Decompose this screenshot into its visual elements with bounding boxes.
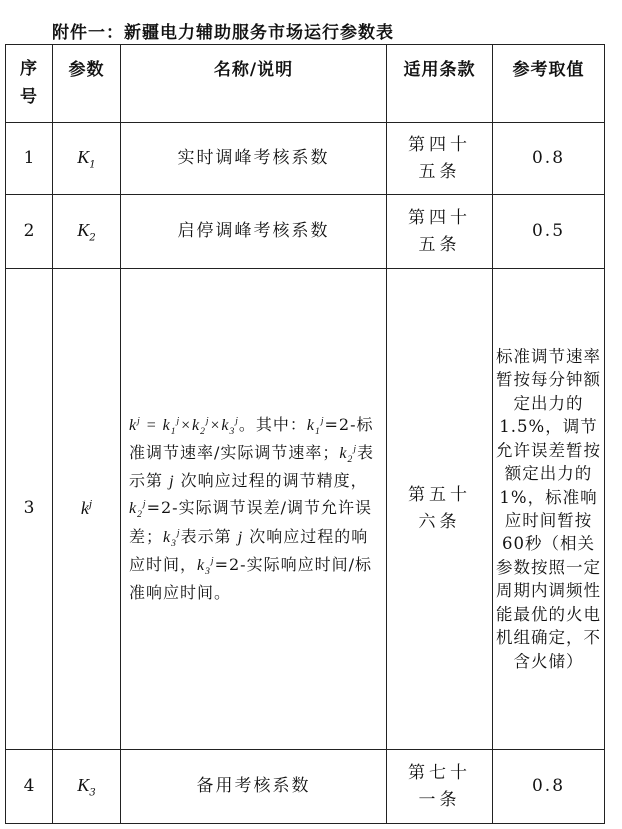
- table-row: [6, 269, 605, 750]
- row-ref-value: 0.8: [493, 123, 605, 195]
- row-ref-value: 0.8: [493, 750, 605, 824]
- header-ref: 参考取值: [493, 45, 605, 123]
- header-clause: 适用条款: [387, 45, 493, 123]
- row-clause: 第五十六条: [387, 269, 493, 750]
- header-seq: 序号: [6, 45, 53, 123]
- row-ref-value: 标准调节速率暂按每分钟额定出力的1.5%，调节允许误差暂按额定出力的1%，标准响应时间暂按60秒（相关参数按照一定周期内调频性能最优的火电机组确定，不含火储）: [493, 269, 605, 750]
- row-seq: 2: [6, 195, 53, 269]
- row-ref-value: 0.5: [493, 195, 605, 269]
- row-param: $K_1$: [53, 123, 121, 195]
- row-seq: 1: [6, 123, 53, 195]
- row-seq: 4: [6, 750, 53, 824]
- row-clause: 第四十五条: [387, 123, 493, 195]
- row-param: $K_3$: [53, 750, 121, 824]
- row-description: $k^j = k_1^j\times k_2^j\times k_3^j$。其中：$k_1^j=2-$标准调节速率/实际调节速率；$k_2^j$表示第 j 次响应过程的调节精度，$k_2^j=2-$实际调节误差/调节允许误差；$k_3^j$表示第 j 次响应过程的响应时间，$k_3^j=2-$实际响应时间/标准响应时间。: [121, 269, 387, 750]
- header-param: 参数: [53, 45, 121, 123]
- header-row: [6, 45, 605, 123]
- header-name: 名称/说明: [121, 45, 387, 123]
- row-clause: 第四十五条: [387, 195, 493, 269]
- row-name: 启停调峰考核系数: [121, 195, 387, 269]
- row-param: $K_2$: [53, 195, 121, 269]
- row-name: 实时调峰考核系数: [121, 123, 387, 195]
- document-title: 附件一：新疆电力辅助服务市场运行参数表: [52, 23, 394, 43]
- table-row: [6, 195, 605, 269]
- row-clause: 第七十一条: [387, 750, 493, 824]
- table-row: [6, 750, 605, 824]
- row-name: 备用考核系数: [121, 750, 387, 824]
- table-row: [6, 123, 605, 195]
- row-seq: 3: [6, 269, 53, 750]
- parameter-table: [5, 44, 605, 824]
- row-param: $k^j$: [53, 269, 121, 750]
